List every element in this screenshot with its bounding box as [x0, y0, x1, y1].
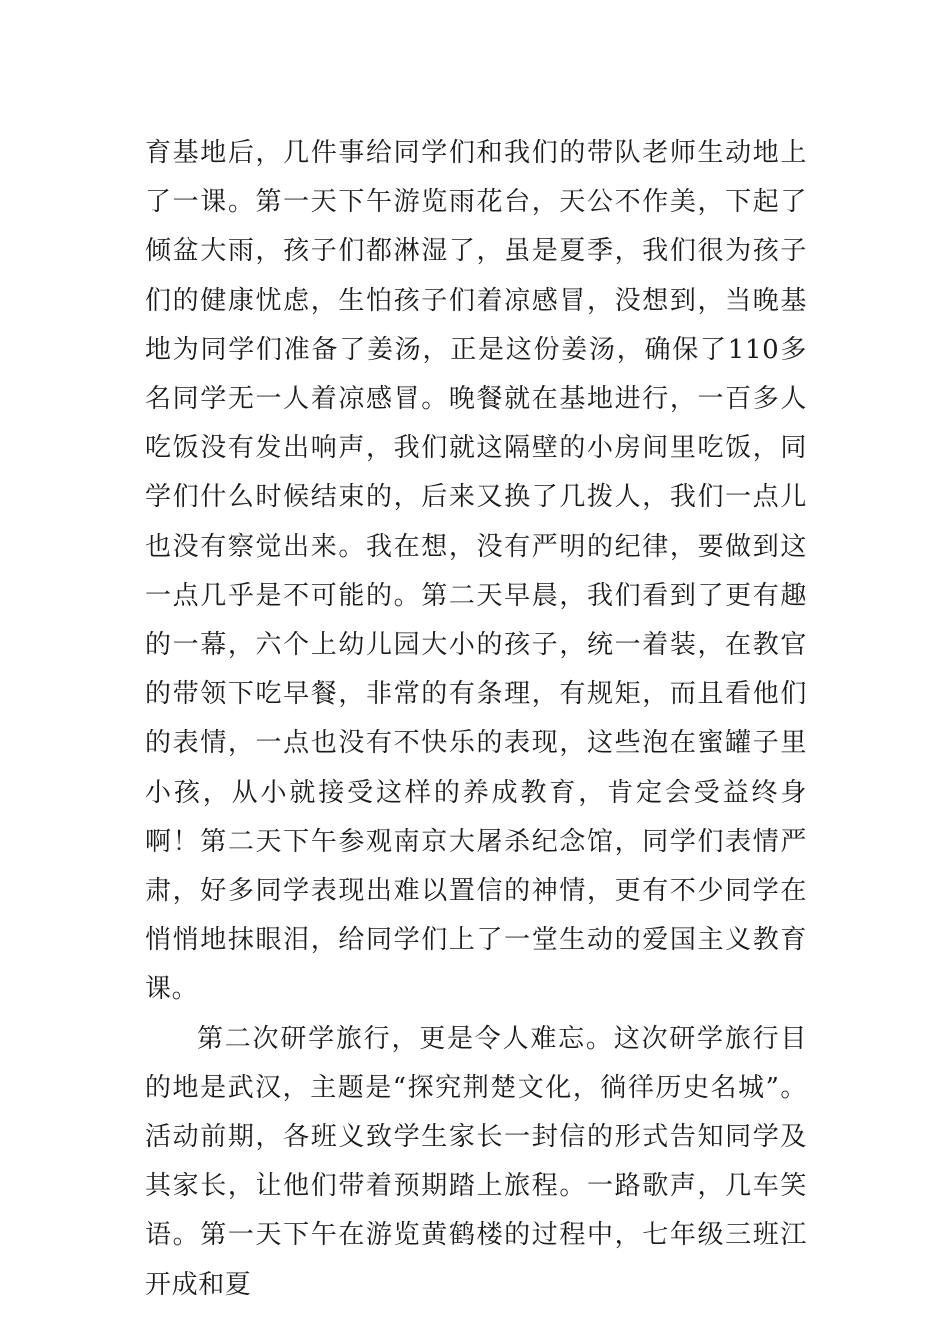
body-text	[145, 129, 807, 1310]
paragraph-1: 育基地后，几件事给同学们和我们的带队老师生动地上了一课。第一天下午游览雨花台，天公不作美，下起了倾盆大雨，孩子们都淋湿了，虽是夏季，我们很为孩子们的健康忧虑，生怕孩子们着凉感冒，没想到，当晚基地为同学们准备了姜汤，正是这份姜汤，确保了110多名同学无一人着凉感冒。晚餐就在基地进行，一百多人吃饭没有发出响声，我们就这隔壁的小房间里吃饭，同学们什么时候结束的，后来又换了几拨人，我们一点儿也没有察觉出来。我在想，没有严明的纪律，要做到这一点几乎是不可能的。第二天早晨，我们看到了更有趣的一幕，六个上幼儿园大小的孩子，统一着装，在教官的带领下吃早餐，非常的有条理，有规矩，而且看他们的表情，一点也没有不快乐的表现，这些泡在蜜罐子里小孩，从小就接受这样的养成教育，肯定会受益终身啊！第二天下午参观南京大屠杀纪念馆，同学们表情严肃，好多同学表现出难以置信的神情，更有不少同学在悄悄地抹眼泪，给同学们上了一堂生动的爱国主义教育课。	[145, 138, 807, 1005]
paragraph-2: 第二次研学旅行，更是令人难忘。这次研学旅行目的地是武汉，主题是“探究荆楚文化，徜徉历史名城”。活动前期，各班义致学生家长一封信的形式告知同学及其家长，让他们带着预期踏上旅程。一路歌声，几车笑语。第一天下午在游览黄鹤楼的过程中，七年级三班江开成和夏	[145, 1023, 807, 1300]
